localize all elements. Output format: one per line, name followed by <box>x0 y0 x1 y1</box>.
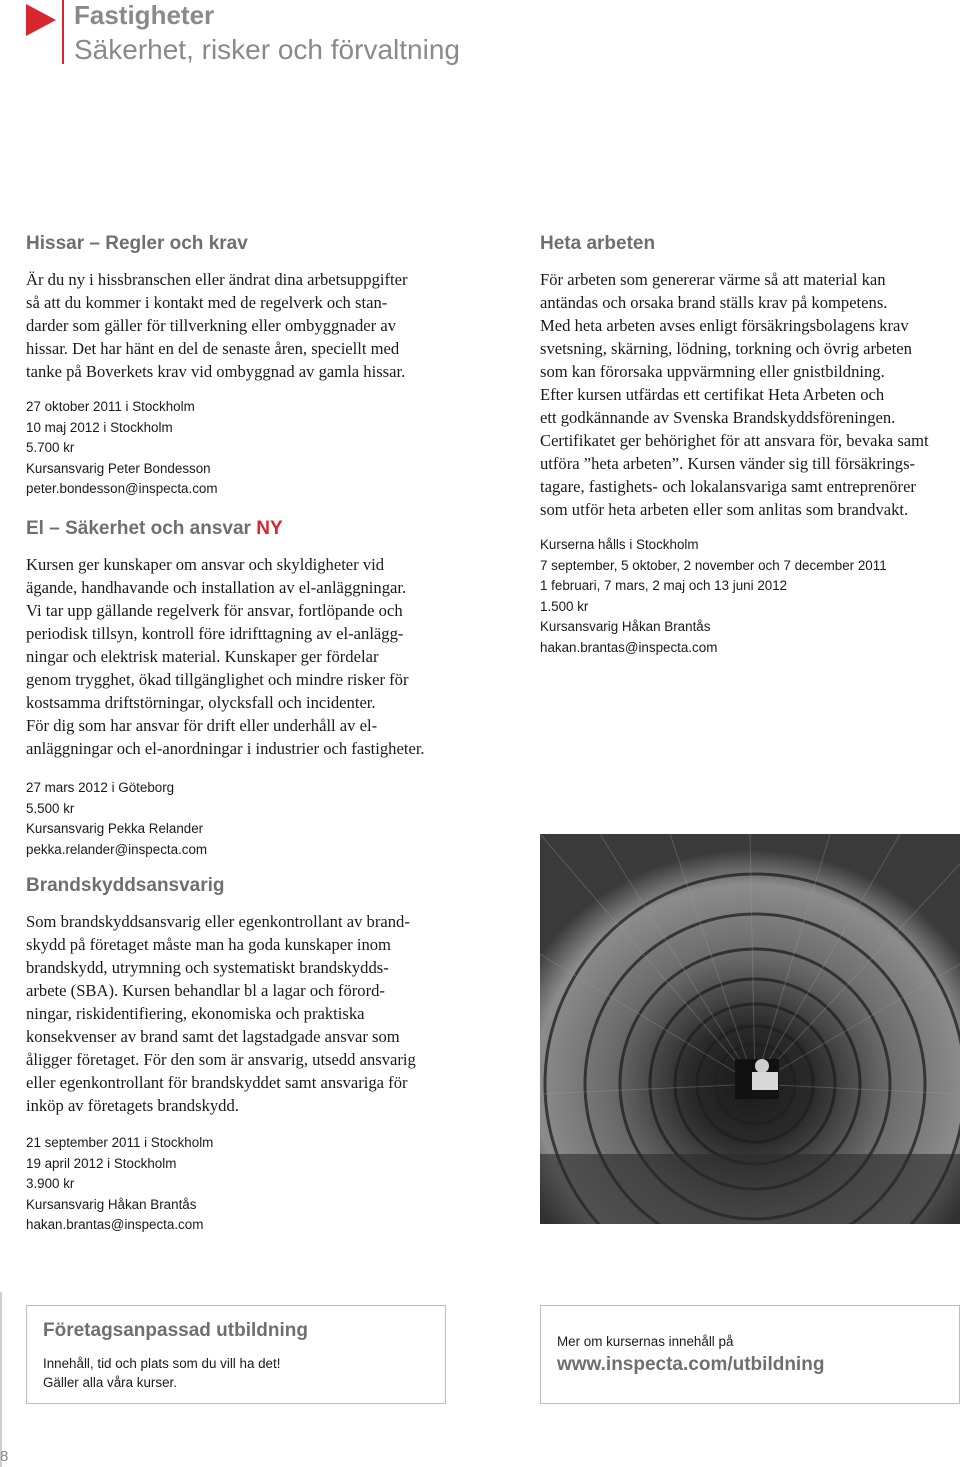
course-price: 1.500 kr <box>540 598 589 614</box>
course-responsible: Kursansvarig Håkan Brantås <box>540 619 711 634</box>
course-date: 10 maj 2012 i Stockholm <box>26 419 173 435</box>
course-date: 21 september 2011 i Stockholm <box>26 1135 214 1150</box>
page-title: Fastigheter <box>74 0 215 30</box>
contact-email[interactable]: hakan.brantas@inspecta.com <box>26 1217 204 1232</box>
box-text: Innehåll, tid och plats som du vill ha det! <box>43 1356 281 1371</box>
company-training-box <box>26 1305 446 1404</box>
section-el <box>26 517 486 860</box>
section-hissar <box>26 232 476 500</box>
box-text: Gäller alla våra kurser. <box>43 1375 177 1390</box>
box-text: Mer om kursernas innehåll på <box>557 1334 734 1349</box>
section-body: Som brandskyddsansvarig eller egenkontrollant av brand- skydd på företaget måste man ha goda kunskaper inom brandskydd, utrymning och systematiskt brandskydds- arbete (SBA). Kursen behandlar bl a lagar och förord- ningar, riskidentifiering, ekonomiska och praktiska konsekvenser av brand samt det lagstadgade ansvar som åligger företaget. För den som är ansvarig, utsedd ansvarig eller egenkontrollant för brandskyddet samt ansvariga för inköp av företagets brandskydd. <box>26 912 416 1115</box>
course-date: 27 mars 2012 i Göteborg <box>26 780 175 795</box>
course-date: 7 september, 5 oktober, 2 november och 7 december 2011 <box>540 557 887 573</box>
section-body: Kursen ger kunskaper om ansvar och skyldigheter vid ägande, handhavande och installation av el-anläggningar. Vi tar upp gällande regelverk för ansvar, fortlöpande och periodisk tillsyn, kontroll före idrifttagning av el-anlägg- ningar och elektrisk material. Kunskaper ger fördelar genom trygghet, ökad tillgänglighet och mindre risker för kostsamma driftstörningar, olycksfall och incidenter. För dig som har ansvar för drift eller underhåll av el- anläggningar och el-anordningar i industrier och fastigheter. <box>26 555 425 758</box>
course-date: 19 april 2012 i Stockholm <box>26 1155 177 1171</box>
elevator-shaft-illustration <box>540 834 960 1224</box>
contact-email[interactable]: hakan.brantas@inspecta.com <box>540 639 718 655</box>
more-info-box <box>540 1305 960 1404</box>
section-heading: Hissar – Regler och krav <box>26 233 248 254</box>
section-heading: Heta arbeten <box>540 233 656 254</box>
box-title: Företagsanpassad utbildning <box>43 1320 308 1341</box>
course-price: 3.900 kr <box>26 1176 75 1191</box>
section-body: Är du ny i hissbranschen eller ändrat dina arbetsuppgifter så att du kommer i kontakt med de regelverk och stan- darder som gäller för tillverkning eller ombyggnader av hissar. Det har hänt en del de senaste åren, speciellt med tanke på Boverkets krav vid ombyggnad av gamla hissar. <box>26 270 408 381</box>
section-heta <box>540 232 958 658</box>
course-responsible: Kursansvarig Pekka Relander <box>26 821 204 836</box>
section-heading: Brandskyddsansvarig <box>26 875 225 896</box>
page-number: 8 <box>0 1448 9 1465</box>
course-responsible: Kursansvarig Håkan Brantås <box>26 1196 197 1212</box>
course-date: 27 oktober 2011 i Stockholm <box>26 399 195 414</box>
course-price: 5.500 kr <box>26 800 75 816</box>
red-triangle-icon <box>26 4 56 36</box>
website-link[interactable]: www.inspecta.com/utbildning <box>557 1354 825 1375</box>
elevator-shaft-photo <box>540 834 960 1224</box>
header-red-rule <box>62 0 64 64</box>
course-price: 5.700 kr <box>26 440 75 455</box>
page-subtitle: Säkerhet, risker och förvaltning <box>74 34 460 65</box>
contact-email[interactable]: peter.bondesson@inspecta.com <box>26 481 218 496</box>
course-location: Kurserna hålls i Stockholm <box>540 537 699 552</box>
course-date: 1 februari, 7 mars, 2 maj och 13 juni 2012 <box>540 578 788 593</box>
contact-email[interactable]: pekka.relander@inspecta.com <box>26 841 208 857</box>
section-heading-text: El – Säkerhet och ansvar <box>26 518 251 539</box>
new-badge: NY <box>256 518 283 539</box>
course-responsible: Kursansvarig Peter Bondesson <box>26 460 211 476</box>
margin-rule <box>0 1292 2 1467</box>
section-heading <box>26 517 486 541</box>
section-body: För arbeten som genererar värme så att material kan antändas och orsaka brand ställs krav på kompetens. Med heta arbeten avses enligt försäkringsbolagens krav svetsning, skärning, lödning, torkning och övrig arbeten som kan förorsaka uppvärmning eller gnistbildning. Efter kursen utfärdas ett certifikat Heta Arbeten och ett godkännande av Svenska Brandskyddsföreningen. Certifikatet ger behörighet för att ansvara för, bevaka samt utföra ”heta arbeten”. Kursen vänder sig till försäkrings- tagare, fastighets- och lokalansvariga samt entreprenörer som utför heta arbeten eller som anlitas som brandvakt. <box>540 270 929 519</box>
section-brand <box>26 874 486 1236</box>
